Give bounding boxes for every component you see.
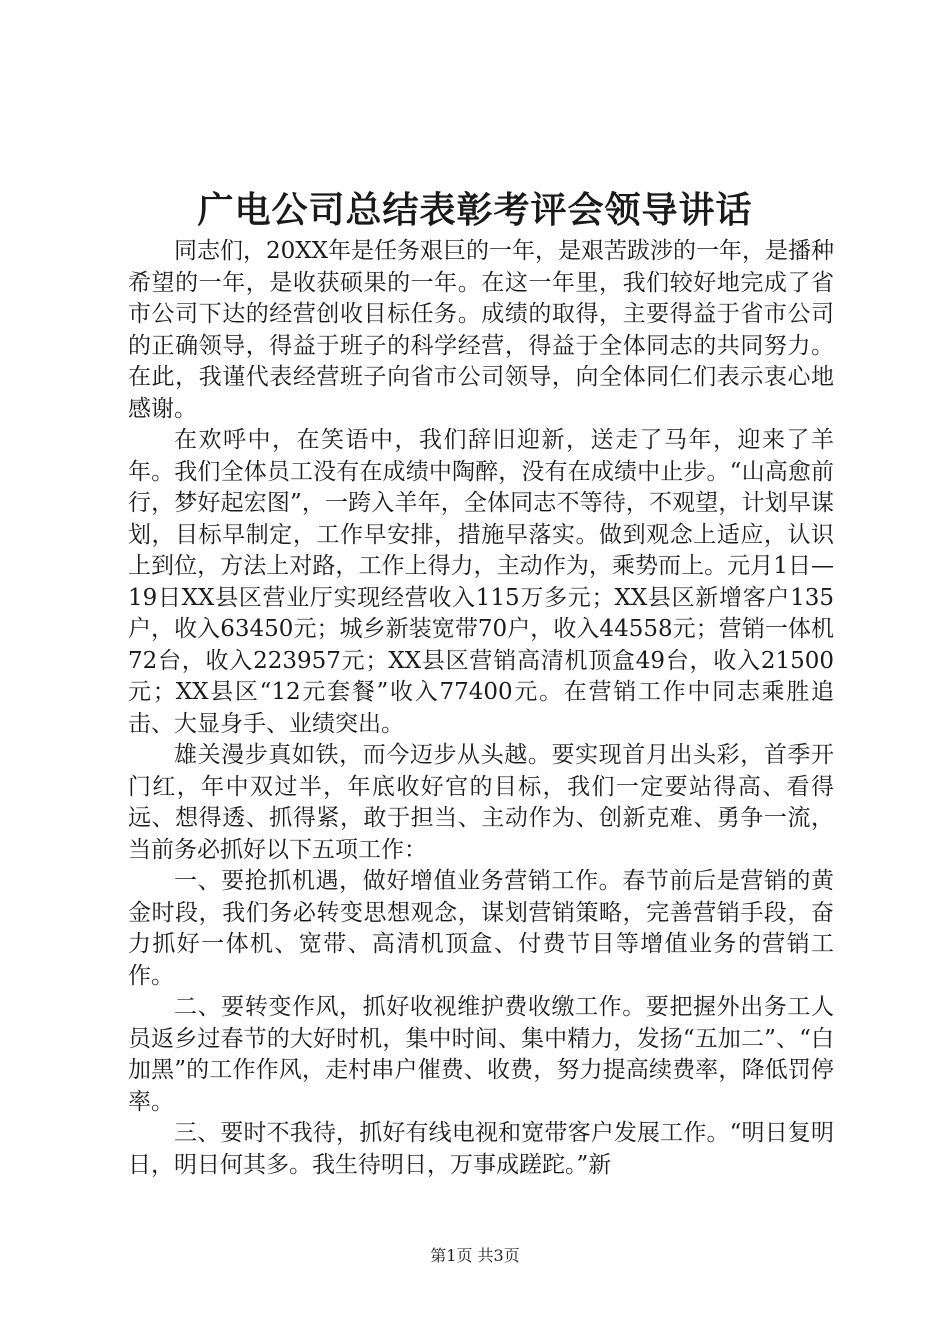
document-body — [128, 236, 834, 1181]
paragraph-3: 雄关漫步真如铁，而今迈步从头越。要实现首月出头彩，首季开门红，年中双过半，年底收好官的目标，我们一定要站得高、看得远、想得透、抓得紧，敢于担当、主动作为、创新克难、勇争一流，当前务必抓好以下五项工作： — [128, 742, 834, 863]
page-number-footer: 第1页 共3页 — [430, 1246, 520, 1265]
paragraph-4: 一、要抢抓机遇，做好增值业务营销工作。春节前后是营销的黄金时段，我们务必转变思想观念，谋划营销策略，完善营销手段，奋力抓好一体机、宽带、高清机顶盒、付费节目等增值业务的营销工作。 — [128, 868, 834, 989]
paragraph-5: 二、要转变作风，抓好收视维护费收缴工作。要把握外出务工人员返乡过春节的大好时机，集中时间、集中精力，发扬“五加二”、“白加黑”的工作作风，走村串户催费、收费，努力提高续费率，降低罚停率。 — [128, 994, 834, 1115]
paragraph-1: 同志们，20XX年是任务艰巨的一年，是艰苦跋涉的一年，是播种希望的一年，是收获硕果的一年。在这一年里，我们较好地完成了省市公司下达的经营创收目标任务。成绩的取得，主要得益于省市公司的正确领导，得益于班子的科学经营，得益于全体同志的共同努力。在此，我谨代表经营班子向省市公司领导，向全体同仁们表示衷心地感谢。 — [128, 238, 835, 422]
document-title: 广电公司总结表彰考评会领导讲话 — [197, 189, 753, 231]
paragraph-6: 三、要时不我待，抓好有线电视和宽带客户发展工作。“明日复明日，明日何其多。我生待明日，万事成蹉跎。”新 — [128, 1120, 834, 1178]
paragraph-2: 在欢呼中，在笑语中，我们辞旧迎新，送走了马年，迎来了羊年。我们全体员工没有在成绩中陶醉，没有在成绩中止步。“山高愈前行，梦好起宏图”，一跨入羊年，全体同志不等待，不观望，计划早谋划，目标早制定，工作早安排，措施早落实。做到观念上适应，认识上到位，方法上对路，工作上得力，主动作为，乘势而上。元月1日—19日XX县区营业厅实现经营收入115万多元；XX县区新增客户135户，收入63450元；城乡新装宽带70户，收入44558元；营销一体机72台，收入223957元；XX县区营销高清机顶盒49台，收入21500元；XX县区“12元套餐”收入77400元。在营销工作中同志乘胜追击、大显身手、业绩突出。 — [128, 427, 834, 737]
